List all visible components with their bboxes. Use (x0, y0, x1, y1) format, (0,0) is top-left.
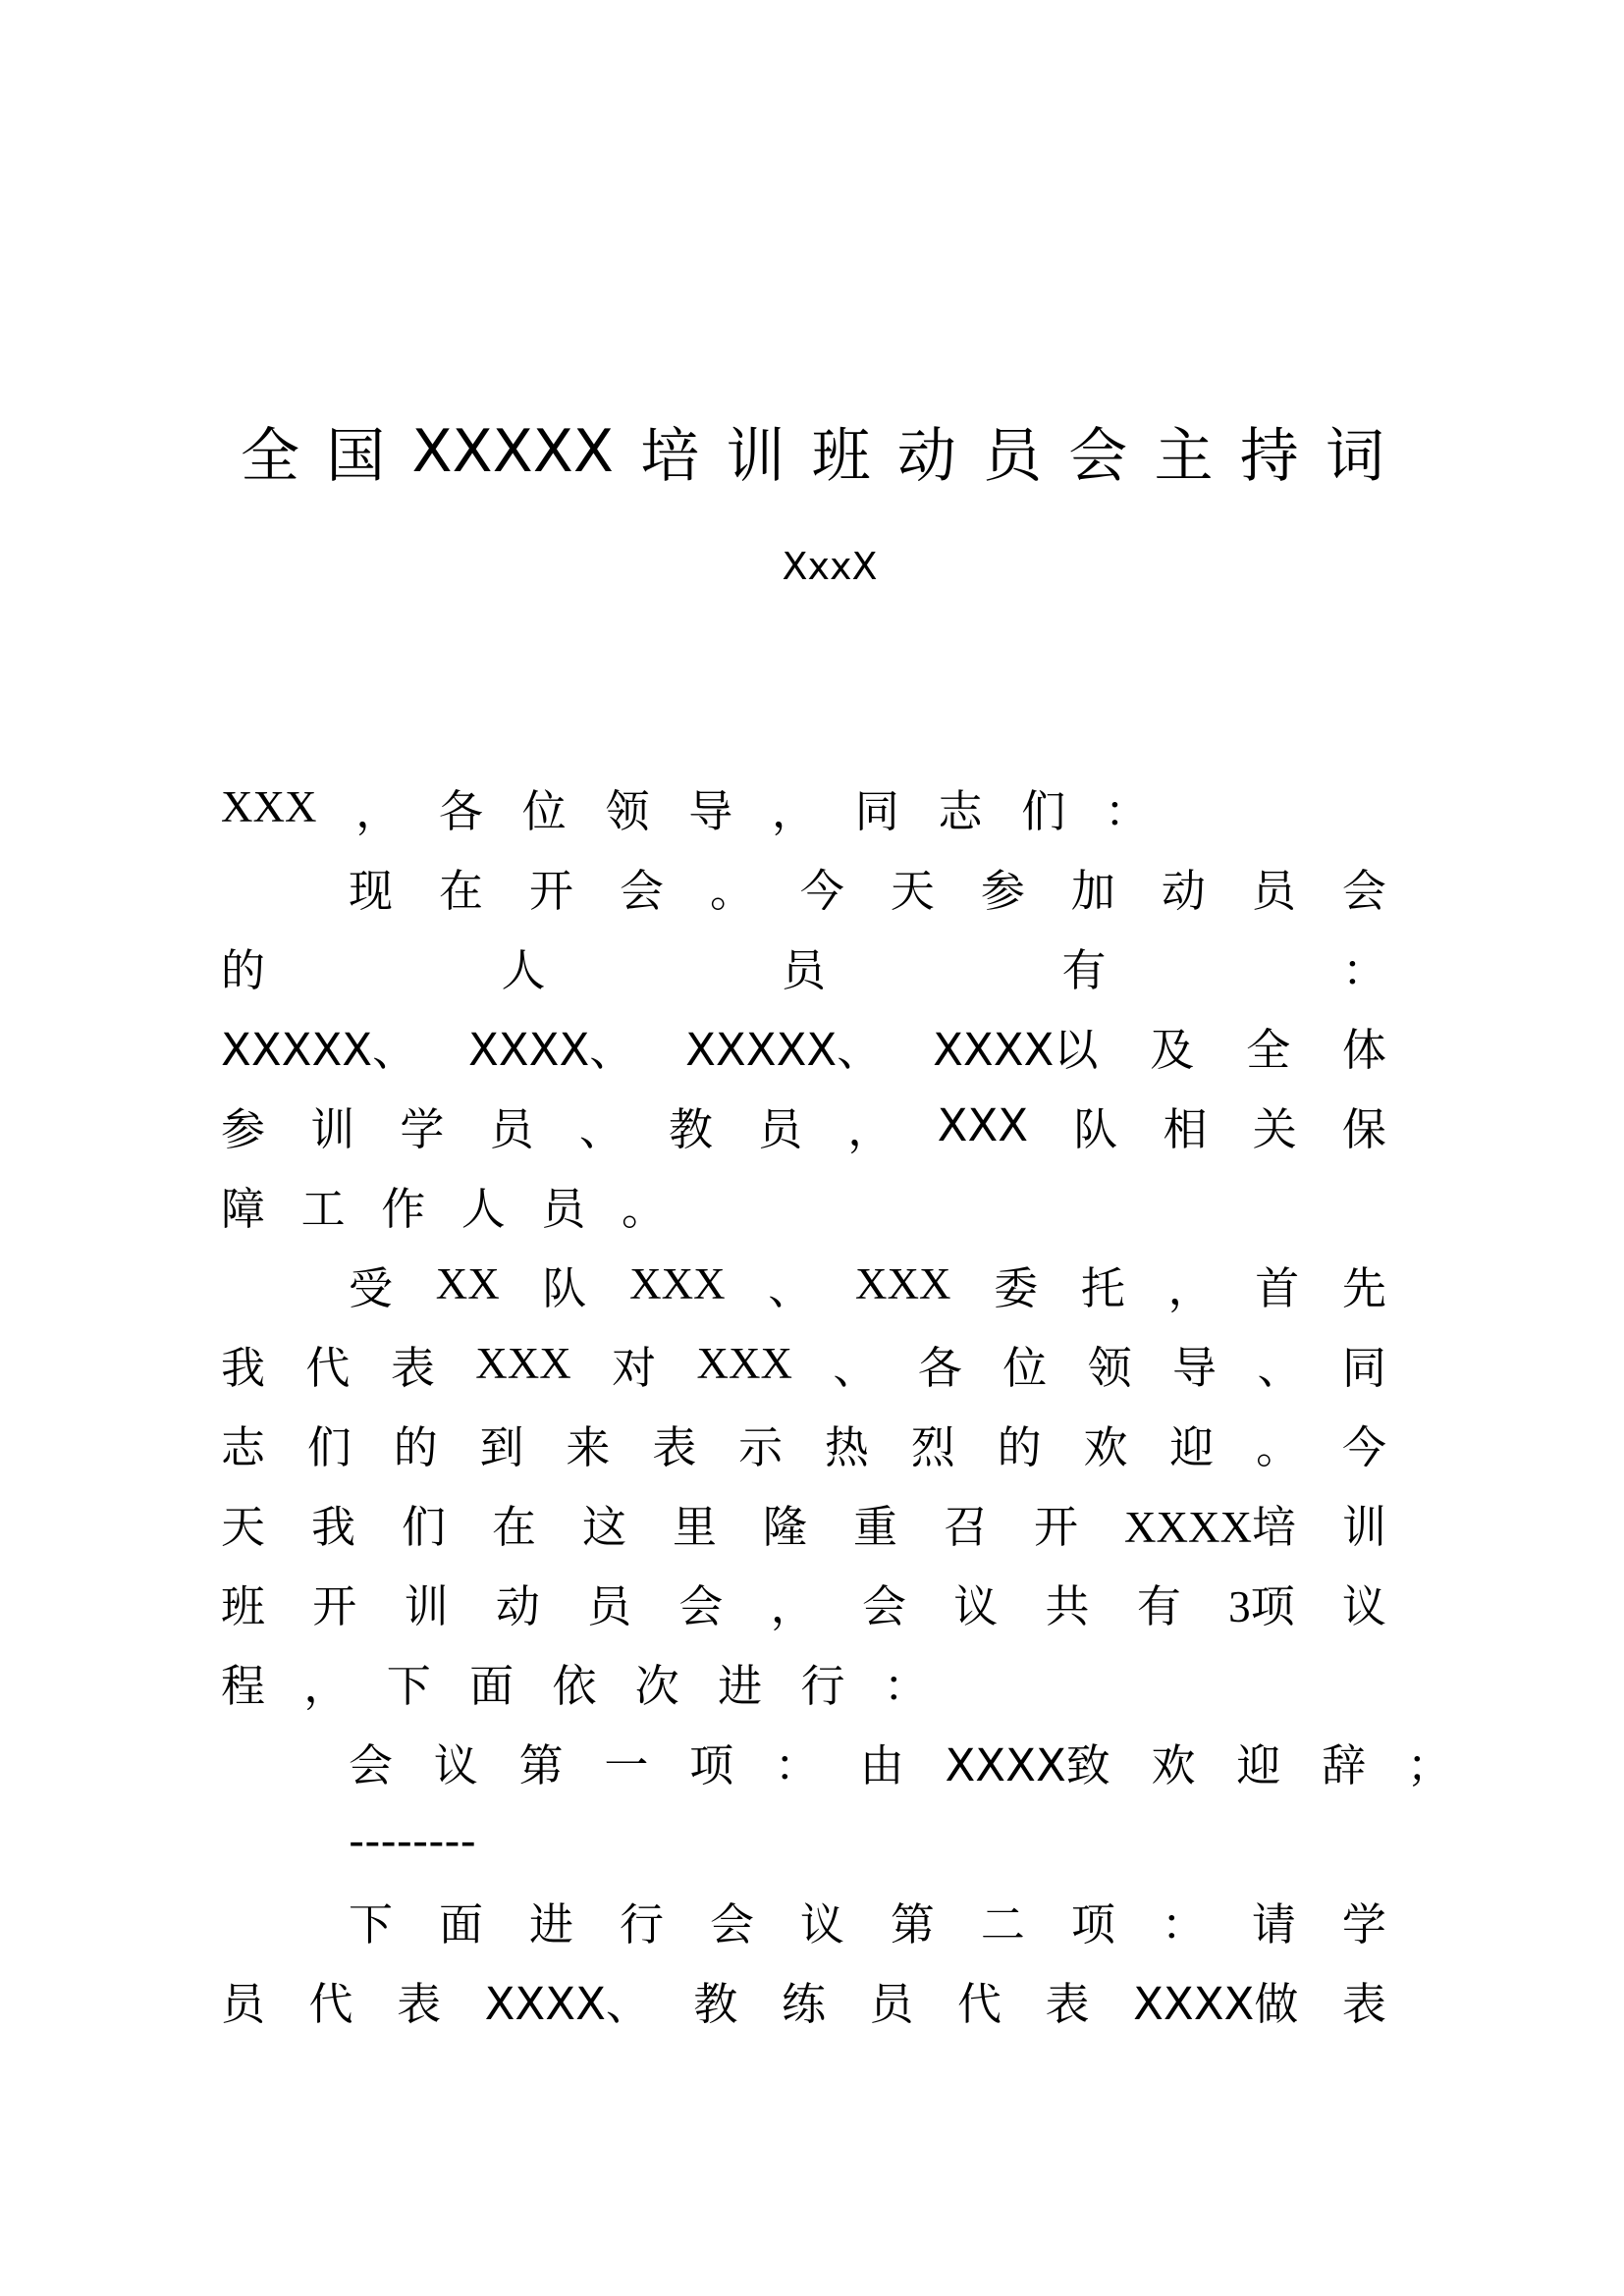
text-token: 会 (349, 1738, 394, 1791)
text-token: 障 (221, 1182, 266, 1235)
title-token: XXXXX (411, 417, 614, 486)
text-token: ： (1161, 1897, 1206, 1950)
title-token: 班 (811, 422, 871, 491)
text-token: 班 (221, 1579, 266, 1632)
text-token: 、 (768, 1261, 813, 1314)
text-token: XXXX培 (1124, 1502, 1296, 1552)
text-token: 们 (1021, 784, 1066, 837)
text-token: 教 (693, 1977, 738, 2030)
text-token: 现 (349, 864, 394, 917)
title-token: 国 (326, 422, 386, 491)
text-token: 各 (438, 784, 483, 837)
text-token: 体 (1341, 1023, 1386, 1076)
text-line (349, 1811, 476, 1870)
text-token: 3项 (1228, 1581, 1295, 1631)
text-token: 领 (605, 784, 650, 837)
document-author: XxxX (782, 545, 878, 588)
text-token: 里 (673, 1500, 718, 1553)
text-line (221, 777, 1149, 836)
text-token: 今 (799, 864, 844, 917)
text-token: 们 (306, 1420, 352, 1473)
text-token: 对 (612, 1341, 657, 1394)
text-token: 相 (1163, 1102, 1208, 1155)
text-token: XXX (696, 1339, 793, 1388)
text-token: 训 (1341, 1500, 1386, 1553)
text-token: 辞 (1322, 1738, 1367, 1791)
text-token: 志 (938, 784, 983, 837)
text-token: 有 (1061, 943, 1107, 996)
text-token: 我 (311, 1500, 356, 1553)
text-token: 欢 (1151, 1738, 1196, 1791)
text-token: 迎 (1169, 1420, 1215, 1473)
text-token: 。 (621, 1182, 666, 1235)
text-token: 志 (221, 1420, 266, 1473)
text-token: 表 (652, 1420, 697, 1473)
text-token: 保 (1341, 1102, 1386, 1155)
text-token: 训 (310, 1102, 355, 1155)
text-token: 的 (393, 1420, 438, 1473)
text-token: 第 (890, 1897, 935, 1950)
title-token: 全 (241, 422, 299, 491)
text-token: 议 (799, 1897, 844, 1950)
text-token: 、 (578, 1102, 623, 1155)
text-token: 会 (1341, 864, 1386, 917)
text-line (349, 1891, 1386, 1949)
text-token: XXX (221, 782, 317, 831)
text-token: 示 (738, 1420, 784, 1473)
text-token: 动 (1161, 864, 1206, 917)
text-token: 依 (552, 1659, 597, 1712)
text-token: XXXX做 (1133, 1977, 1299, 2030)
text-token: XXX (937, 1098, 1029, 1151)
text-token: XXXX、 (484, 1977, 650, 2030)
text-token: 面 (438, 1897, 483, 1950)
text-token: ， (303, 1659, 349, 1712)
text-token: 参 (221, 1102, 266, 1155)
text-token: 二 (980, 1897, 1025, 1950)
text-line (221, 1016, 1386, 1075)
text-token: 同 (854, 784, 899, 837)
text-token: XXXXX、 (685, 1023, 882, 1076)
text-token: 位 (521, 784, 567, 837)
text-token: 会 (678, 1579, 724, 1632)
title-token: 持 (1239, 422, 1299, 491)
text-token: 全 (1246, 1023, 1291, 1076)
text-token: 位 (1002, 1341, 1048, 1394)
text-token: 一 (604, 1738, 649, 1791)
text-token: 教 (669, 1102, 714, 1155)
text-token: 、 (1257, 1341, 1302, 1394)
text-token: 受 (349, 1261, 394, 1314)
text-token: 员 (587, 1579, 632, 1632)
text-token: 第 (518, 1738, 564, 1791)
text-token: ， (770, 1579, 815, 1632)
text-token: 们 (402, 1500, 447, 1553)
title-token: 训 (726, 422, 785, 491)
text-token: 今 (1341, 1420, 1386, 1473)
text-token: 先 (1341, 1261, 1386, 1314)
text-token: 下 (349, 1897, 394, 1950)
text-token: ， (847, 1102, 893, 1155)
text-token: 、 (833, 1341, 878, 1394)
text-token: 导 (688, 784, 733, 837)
text-token: 训 (404, 1579, 449, 1632)
text-token: ： (883, 1659, 928, 1712)
text-token: 作 (381, 1182, 426, 1235)
text-line (221, 1175, 666, 1234)
text-token: 表 (1045, 1977, 1090, 2030)
text-token: 练 (781, 1977, 826, 2030)
text-line (221, 1095, 1386, 1154)
text-token: 下 (386, 1659, 431, 1712)
text-token: 表 (390, 1341, 435, 1394)
text-token: -------- (349, 1814, 476, 1867)
text-token: 在 (492, 1500, 537, 1553)
text-token: 议 (953, 1579, 999, 1632)
text-token: 进 (718, 1659, 763, 1712)
text-token: 导 (1172, 1341, 1218, 1394)
text-token: ， (355, 784, 401, 837)
text-token: 欢 (1083, 1420, 1128, 1473)
text-token: 员 (781, 943, 826, 996)
text-token: 代 (957, 1977, 1002, 2030)
text-token: 领 (1087, 1341, 1132, 1394)
text-token: 由 (859, 1738, 904, 1791)
title-token: 动 (896, 422, 956, 491)
text-token: 队 (542, 1261, 587, 1314)
text-token: 学 (1341, 1897, 1386, 1950)
text-token: 委 (994, 1261, 1039, 1314)
text-token: 会 (619, 864, 664, 917)
text-token: 开 (528, 864, 573, 917)
text-token: 关 (1252, 1102, 1297, 1155)
text-token: 人 (501, 943, 546, 996)
text-token: 行 (619, 1897, 664, 1950)
text-token: 员 (869, 1977, 914, 2030)
text-line (221, 1652, 928, 1711)
text-token: XXXX以 (933, 1023, 1099, 1076)
text-token: 召 (944, 1500, 989, 1553)
text-token: 代 (305, 1341, 351, 1394)
text-token: 各 (917, 1341, 962, 1394)
text-token: ， (1167, 1261, 1213, 1314)
text-token: XXXX致 (945, 1738, 1110, 1791)
text-token: 议 (433, 1738, 478, 1791)
text-line (221, 936, 1386, 995)
text-token: 动 (495, 1579, 540, 1632)
text-token: 热 (824, 1420, 869, 1473)
text-token: ： (774, 1738, 819, 1791)
text-token: 面 (469, 1659, 514, 1712)
text-token: 员 (221, 1977, 266, 2030)
text-token: ， (771, 784, 816, 837)
text-token: 员 (489, 1102, 534, 1155)
text-token: 员 (1251, 864, 1296, 917)
text-token: 这 (582, 1500, 627, 1553)
text-line (221, 1334, 1386, 1393)
text-token: 来 (566, 1420, 611, 1473)
text-token: 工 (300, 1182, 346, 1235)
text-token: 程 (221, 1659, 266, 1712)
text-token: ： (1341, 943, 1386, 996)
text-token: 次 (634, 1659, 679, 1712)
text-line (221, 1493, 1386, 1552)
text-token: 人 (460, 1182, 506, 1235)
text-token: 托 (1080, 1261, 1125, 1314)
text-token: 开 (1034, 1500, 1079, 1553)
text-token: 项 (689, 1738, 734, 1791)
text-token: XXXXX、 (221, 1023, 417, 1076)
text-token: 我 (221, 1341, 266, 1394)
text-token: 代 (308, 1977, 353, 2030)
text-token: XX (435, 1259, 500, 1308)
text-token: 。 (1256, 1420, 1301, 1473)
document-title (241, 412, 1384, 491)
text-line (349, 1255, 1386, 1313)
text-token: 的 (997, 1420, 1042, 1473)
text-token: 同 (1341, 1341, 1386, 1394)
text-line (349, 1732, 1451, 1790)
text-token: 表 (1341, 1977, 1386, 2030)
text-token: 。 (709, 864, 754, 917)
title-token: 会 (1068, 422, 1128, 491)
text-token: 烈 (910, 1420, 955, 1473)
text-token: 表 (397, 1977, 442, 2030)
text-token: XXX (854, 1259, 951, 1308)
title-token: 主 (1154, 422, 1214, 491)
text-line (349, 857, 1386, 916)
text-token: 到 (479, 1420, 524, 1473)
text-token: ； (1406, 1738, 1451, 1791)
text-token: 迎 (1236, 1738, 1281, 1791)
text-token: 在 (438, 864, 483, 917)
text-token: 员 (758, 1102, 803, 1155)
text-token: ： (1104, 784, 1149, 837)
text-token: XXXX、 (467, 1023, 634, 1076)
text-token: 有 (1136, 1579, 1181, 1632)
title-token: 培 (640, 422, 700, 491)
text-line (221, 1970, 1386, 2029)
text-token: 会 (861, 1579, 906, 1632)
text-token: 队 (1073, 1102, 1118, 1155)
text-token: XXX (475, 1339, 571, 1388)
text-token: 天 (890, 864, 935, 917)
text-token: 请 (1251, 1897, 1296, 1950)
text-token: 会 (709, 1897, 754, 1950)
text-token: 参 (980, 864, 1025, 917)
text-line (221, 1414, 1386, 1472)
title-token: 词 (1325, 422, 1384, 491)
text-token: 项 (1070, 1897, 1115, 1950)
text-token: 员 (541, 1182, 586, 1235)
text-token: 加 (1070, 864, 1115, 917)
text-token: XXX (629, 1259, 726, 1308)
text-token: 及 (1150, 1023, 1195, 1076)
text-token: 学 (400, 1102, 445, 1155)
text-token: 议 (1341, 1579, 1386, 1632)
text-token: 进 (528, 1897, 573, 1950)
text-line (221, 1573, 1386, 1631)
text-token: 隆 (763, 1500, 808, 1553)
text-token: 重 (853, 1500, 898, 1553)
text-token: 行 (800, 1659, 845, 1712)
text-token: 的 (221, 943, 266, 996)
text-token: 开 (312, 1579, 357, 1632)
text-token: 共 (1045, 1579, 1090, 1632)
text-token: 首 (1255, 1261, 1300, 1314)
title-token: 员 (983, 422, 1043, 491)
text-token: 天 (221, 1500, 266, 1553)
